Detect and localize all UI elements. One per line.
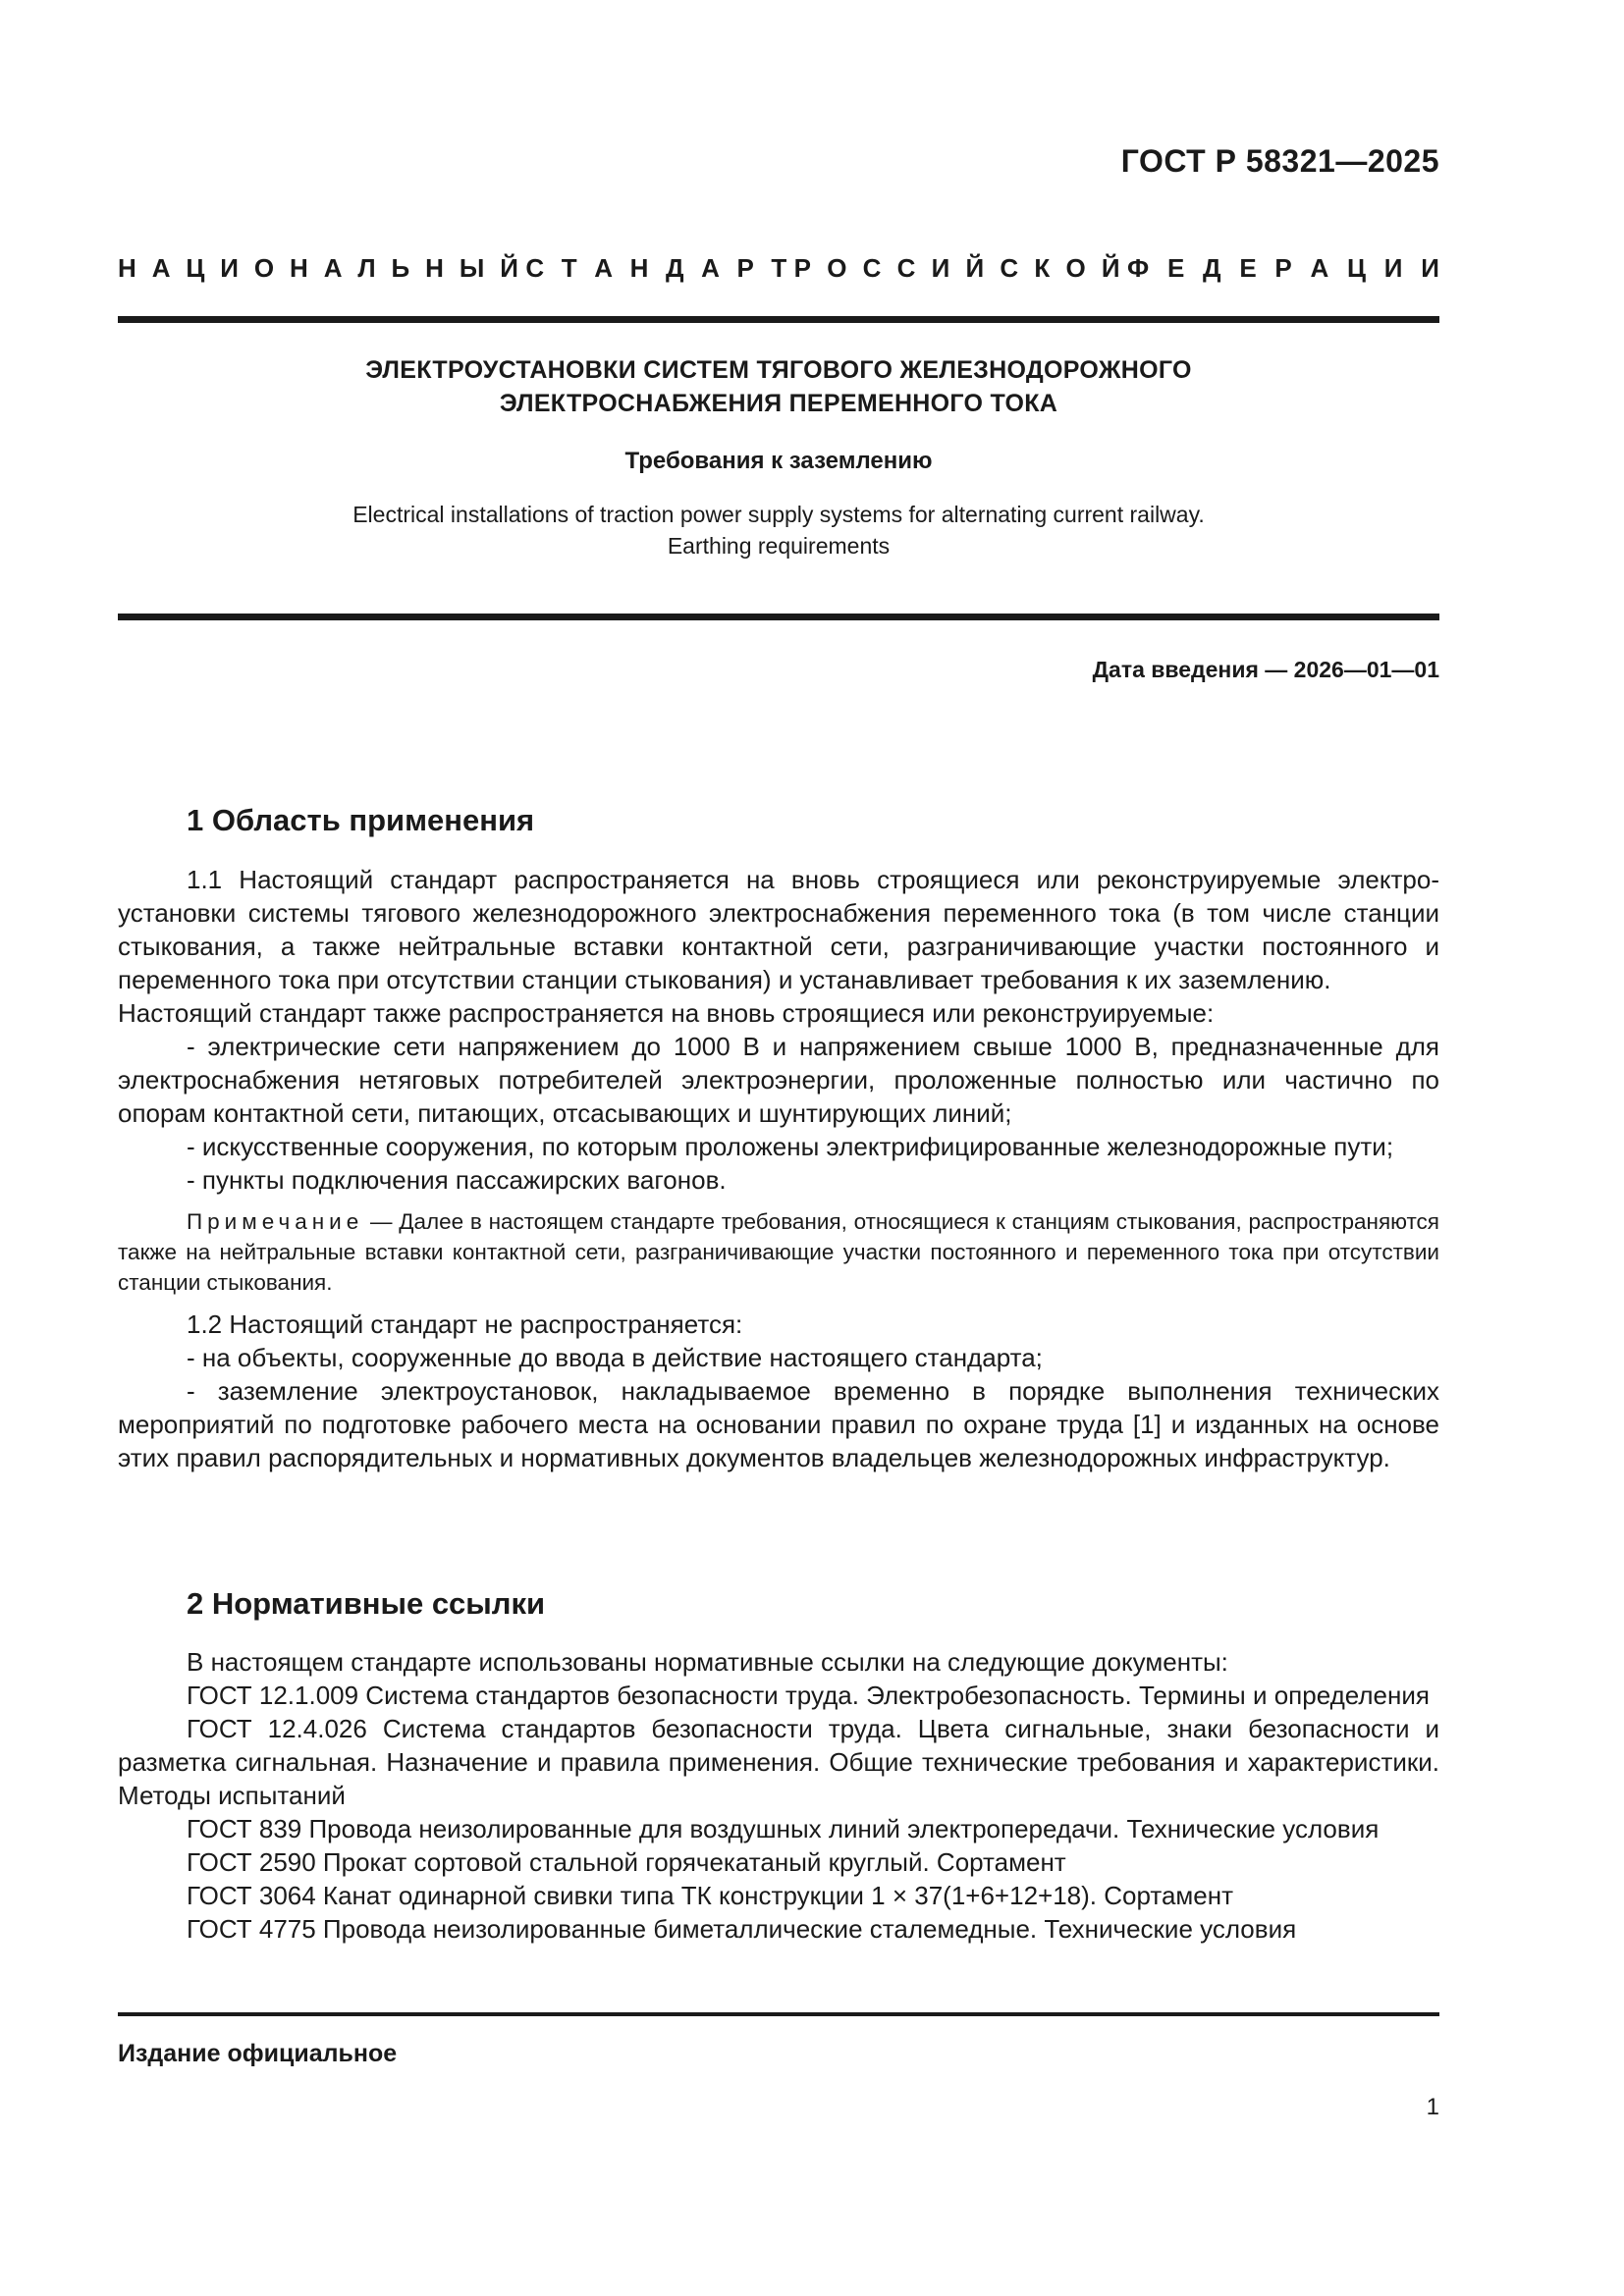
list-item: - заземление электроустановок, накладываемое временно в порядке выполнения технических мероприятий по подготовке рабочего места на основании правил по охране труда [1] и изданных на основе этих правил распорядительных и нормативных документов владельцев железнодорожных инфраструктур.	[118, 1376, 1439, 1472]
banner-letter: И	[931, 253, 950, 283]
banner-letter: С	[896, 253, 916, 283]
subtitle-ru: Требования к заземлению	[624, 448, 933, 474]
document-page	[118, 0, 1439, 2296]
paragraph-1-2: 1.2 Настоящий стандарт не распространяется:	[187, 1309, 743, 1339]
banner-letter: А	[701, 253, 720, 283]
banner-letter: Л	[357, 253, 376, 283]
banner-letter: Й	[1101, 253, 1120, 283]
banner-letter: Н	[290, 253, 308, 283]
title-en-line-1: Electrical installations of traction power supply systems for alternating current railway.	[352, 502, 1205, 527]
reference-item: ГОСТ 4775 Провода неизолированные биметаллические сталемедные. Технические условия	[187, 1914, 1297, 1944]
banner-word-2	[525, 253, 786, 284]
top-divider	[118, 316, 1439, 323]
banner-letter: Й	[965, 253, 985, 283]
list-item: - электрические сети напряжением до 1000 В и напряжением свыше 1000 В, предназначенные для электроснабжения нетяговых потребителей электроэнергии, проложенные полностью или частично по опорам контактной сети, питающих, отсасывающих и шунтирующих линий;	[118, 1032, 1439, 1128]
paragraph-1-1-cont: Настоящий стандарт также распространяется на вновь строящиеся или реконструируемые:	[118, 998, 1215, 1028]
banner-letter: А	[594, 253, 613, 283]
banner-letter: О	[827, 253, 847, 283]
note	[118, 1206, 1439, 1298]
banner-letter: Ь	[391, 253, 410, 283]
banner-letter: Е	[1166, 253, 1185, 283]
introduction-date: Дата введения — 2026—01—01	[1092, 657, 1439, 682]
banner-letter: Р	[736, 253, 754, 283]
banner-letter: К	[1034, 253, 1051, 283]
banner-letter: А	[323, 253, 343, 283]
reference-item: ГОСТ 2590 Прокат сортовой стальной горячекатаный круглый. Сортамент	[187, 1847, 1066, 1877]
banner-letter: Д	[1203, 253, 1221, 283]
publication-label: Издание официальное	[118, 2040, 398, 2067]
banner-letter: Ц	[186, 253, 205, 283]
note-label: Примечание	[187, 1209, 364, 1234]
banner-letter: Т	[771, 253, 787, 283]
banner-letter: С	[862, 253, 882, 283]
footer-divider	[118, 2012, 1439, 2016]
note-text: — Далее в настоящем стандарте требования, относящиеся к станциям стыкования, распространяются также на нейтральные вставки контактной сети, разграничивающие участки постоянного и переменного тока при отсутствии станции стыкования.	[118, 1209, 1439, 1295]
title-en-line-2: Earthing requirements	[667, 533, 891, 559]
banner-word-1	[118, 253, 518, 284]
reference-item: ГОСТ 3064 Канат одинарной свивки типа ТК конструкции 1 × 37(1+6+12+18). Сортамент	[187, 1881, 1234, 1910]
banner-word-4	[1127, 253, 1439, 284]
banner-letter: Ы	[459, 253, 485, 283]
banner-letter: С	[525, 253, 545, 283]
banner-letter: И	[220, 253, 239, 283]
banner-letter: Р	[793, 253, 811, 283]
list-item: - искусственные сооружения, по которым проложены электрифицированные железнодорожные пути;	[187, 1132, 1394, 1161]
banner-letter: А	[1310, 253, 1329, 283]
reference-item: ГОСТ 12.1.009 Система стандартов безопасности труда. Электробезопасность. Термины и определения	[187, 1681, 1430, 1710]
banner-letter: Ц	[1347, 253, 1367, 283]
section-1-heading: 1 Область применения	[187, 803, 535, 837]
title-en	[118, 499, 1439, 561]
document-number: ГОСТ Р 58321—2025	[1120, 143, 1439, 179]
title-block	[118, 353, 1439, 561]
title-divider	[118, 614, 1439, 620]
section-2-heading: 2 Нормативные ссылки	[187, 1586, 546, 1621]
banner-letter: Ф	[1126, 253, 1150, 283]
page-number: 1	[1426, 2094, 1439, 2120]
reference-item: ГОСТ 12.4.026 Система стандартов безопасности труда. Цвета сигнальные, знаки безопасности и разметка сигнальная. Назначение и правила применения. Общие технические требования и характеристики. Методы испытаний	[118, 1714, 1439, 1810]
banner-letter: Д	[665, 253, 684, 283]
list-item: - на объекты, сооруженные до ввода в действие настоящего стандарта;	[187, 1343, 1043, 1372]
references-intro: В настоящем стандарте использованы нормативные ссылки на следующие документы:	[187, 1647, 1228, 1677]
title-ru	[118, 353, 1439, 420]
banner-letter: И	[1421, 253, 1439, 283]
banner-letter: Н	[629, 253, 649, 283]
banner-letter: Т	[561, 253, 577, 283]
banner-letter: Р	[1274, 253, 1292, 283]
list-item: - пункты подключения пассажирских вагонов.	[187, 1165, 727, 1195]
section-1-body	[118, 863, 1439, 1474]
banner-letter: С	[1000, 253, 1019, 283]
banner-word-3	[794, 253, 1120, 284]
banner-letter: О	[253, 253, 275, 283]
banner-letter: О	[1065, 253, 1086, 283]
banner-letter: Н	[118, 253, 136, 283]
reference-item: ГОСТ 839 Провода неизолированные для воздушных линий электропередачи. Технические условия	[187, 1814, 1380, 1843]
banner-letter: Н	[425, 253, 444, 283]
banner-letter: Й	[500, 253, 518, 283]
paragraph-1-1: 1.1 Настоящий стандарт распространяется на вновь строящиеся или реконструируемые электроустановки системы тягового железнодорожного электроснабжения переменного тока (в том числе станции стыкования, а также нейтральные вставки контактной сети, разграничивающие участки постоянного и переменного тока при отсутствии станции стыкования) и устанавливает требования к их заземлению.	[118, 865, 1439, 994]
banner-letter: И	[1383, 253, 1403, 283]
banner-letter: А	[151, 253, 171, 283]
title-ru-line-1: ЭЛЕКТРОУСТАНОВКИ СИСТЕМ ТЯГОВОГО ЖЕЛЕЗНОДОРОЖНОГО	[365, 356, 1192, 384]
title-ru-line-2: ЭЛЕКТРОСНАБЖЕНИЯ ПЕРЕМЕННОГО ТОКА	[499, 390, 1058, 417]
national-standard-banner	[118, 253, 1439, 284]
section-2-body	[118, 1645, 1439, 1946]
banner-letter: Е	[1239, 253, 1257, 283]
